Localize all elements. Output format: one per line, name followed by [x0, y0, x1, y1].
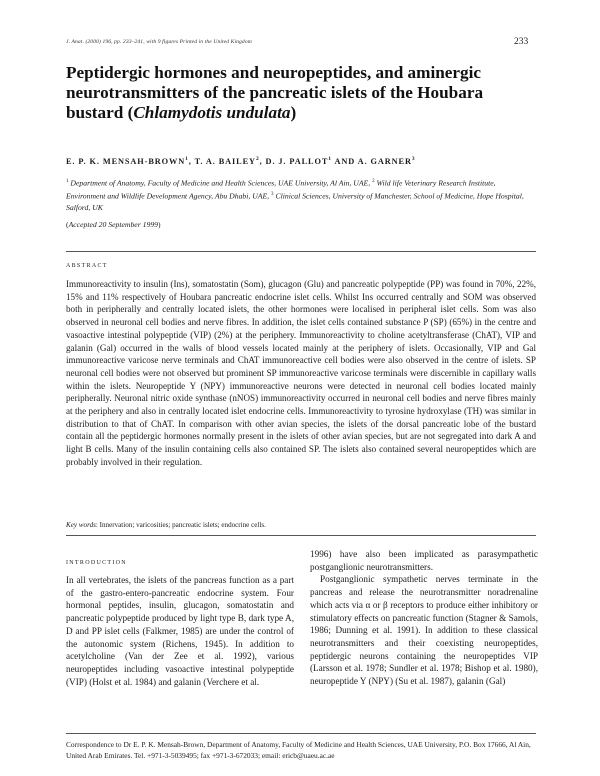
- introduction-continuation: 1996) have also been implicated as parasympathetic postganglionic neurotransmitters.: [310, 549, 538, 572]
- author-separator: ,: [259, 156, 266, 166]
- keywords-text: : Innervation; varicosities; pancreatic islets; endocrine cells.: [95, 521, 266, 529]
- abstract-text: Immunoreactivity to insulin (Ins), somatostatin (Som), glucagon (Glu) and pancreatic polypeptide (PP) was found in 70%, 22%, 15% and 11% respectively of Houbara pancreatic endocrine islet cells. Whilst Ins occurred centrally and SOM was observed both in peripherally and centrally located islets, the other hormones were localised in peripheral islet cells. Som was also observed in neuronal cell bodies and nerve fibres. In addition, the islet cells contained substance P (SP) (65%) in the centre and vasoactive intestinal polypeptide (VIP) (2%) at the periphery. Immunoreactivity to choline acetyltransferase (ChAT), VIP and galanin (Gal) occurred in the walls of blood vessels located mainly at the periphery of islets. Occasionally, VIP and Gal immunoreactive varicose nerve terminals and ChAT immunoreactive cell bodies were also observed in the centre of islets. SP neuronal cell bodies were not observed but prominent SP immunoreactive varicose terminals were discernible in capillary walls within the islets. Neuropeptide Y (NPY) immunoreactive neurons were detected in neuronal cell bodies located mainly peripherally. Neuronal nitric oxide synthase (nNOS) immunoreactivity occurred in neuronal cell bodies and nerve fibres mainly at the periphery and also in centrally located islet endocrine cells. Immunoreactivity to tyrosine hydroxylase (TH) was similar in distribution to that of ChAT. In comparison with other avian species, the islets of the dorsal pancreatic lobe of the bustard contain all the peptidergic hormones normally present in the islets of other avian species, but are not segregated into dark A and light B cells. Many of the insulin containing cells also contained SP. The islets also contained several neuropeptides which are probably involved in their regulation.: [66, 279, 536, 467]
- author-name: A. GARNER: [357, 156, 412, 166]
- keywords-label: Key words: [66, 521, 96, 529]
- title-main: Peptidergic hormones and neuropeptides, and aminergic neurotransmitters of the pancreatic islets of the Houbara bustard (: [66, 63, 484, 122]
- keywords: [66, 521, 266, 529]
- author-separator: ,: [188, 156, 195, 166]
- author-affiliation-marker: 1: [185, 156, 189, 162]
- author-name: T. A. BAILEY: [194, 156, 256, 166]
- abstract-heading: ABSTRACT: [66, 263, 108, 269]
- abstract-top-rule: [66, 251, 536, 252]
- author-conjunction: AND: [331, 156, 358, 166]
- affiliation-marker: 2: [372, 179, 375, 184]
- article-title: [66, 63, 536, 123]
- author-name: E. P. K. MENSAH-BROWN: [66, 156, 186, 166]
- affiliation-marker: 3: [271, 192, 274, 198]
- correspondence-footnote: Correspondence to Dr E. P. K. Mensah-Brown, Department of Anatomy, Faculty of Medicine and Health Sciences, UAE University, P.O. Box 17666, Al Ain, United Arab Emirates. Tel. +971-3-5039495; fax +971-3-672033; email: ericb@uaeu.ac.ae: [66, 740, 531, 760]
- abstract-bottom-rule: [66, 535, 536, 536]
- affiliation-marker: 1: [66, 179, 69, 184]
- accepted-open-paren: (: [66, 220, 69, 229]
- author-affiliation-marker: 1: [328, 156, 332, 162]
- introduction-paragraph: Postganglionic sympathetic nerves terminate in the pancreas and release the neurotransmitter noradrenaline which acts via α or β receptors to produce either inhibitory or stimulatory effects on pancreatic function (Stagner & Samols, 1986; Dunning et al. 1991). In addition to these classical neurotransmitters and their coexisting neuropeptides, peptidergic neurons containing the neuropeptides VIP (Larsson et al. 1978; Sundler et al. 1978; Bishop et al. 1980), neuropeptide Y (NPY) (Su et al. 1987), galanin (Gal): [310, 574, 538, 687]
- title-close: ): [290, 103, 297, 122]
- introduction-heading: INTRODUCTION: [66, 560, 127, 566]
- introduction-paragraph: In all vertebrates, the islets of the pancreas function as a part of the gastro-entero-pancreatic endocrine system. Four hormonal peptides, insulin, glucagon, somatostatin and pancreatic polypeptide produced by light type B, dark type A, D and PP islet cells (Falkmer, 1985) are under the control of the autonomic system (Richens, 1945). In addition to acetylcholine (Van der Zee et al. 1992), various neuropeptides including vasoactive intestinal polypeptide (VIP) (Holst et al. 1984) and galanin (Verchere et al.: [66, 575, 294, 687]
- introduction-left-column: [66, 574, 294, 688]
- affiliation-text: Wild life Veterinary Research Institute, Environment and Wildlife Development Agency, Abu Dhabi, UAE,: [66, 178, 496, 201]
- accepted-date: [66, 220, 161, 229]
- author-list: [66, 156, 416, 166]
- title-species: Chlamydotis undulata: [133, 103, 291, 122]
- journal-citation: J. Anat. (2000) 196, pp. 233–241, with 9 figures Printed in the United Kingdom: [66, 39, 252, 45]
- author-affiliation-marker: 3: [411, 156, 416, 162]
- affiliation-text: Clinical Sciences, University of Manchester, School of Medicine, Hope Hospital, Salford, UK: [66, 191, 524, 213]
- accepted-close-paren: ): [158, 220, 161, 229]
- author-name: D. J. PALLOT: [265, 156, 329, 166]
- page-number: 233: [514, 37, 529, 47]
- footer-rule: [66, 733, 536, 734]
- author-affiliation-marker: 2: [255, 156, 260, 162]
- accepted-date-text: Accepted 20 September 1999: [68, 220, 159, 229]
- introduction-right-column: [310, 548, 538, 688]
- affiliations: [66, 176, 536, 214]
- affiliation-text: Department of Anatomy, Faculty of Medicine and Health Sciences, UAE University, Al Ain, UAE,: [68, 178, 373, 188]
